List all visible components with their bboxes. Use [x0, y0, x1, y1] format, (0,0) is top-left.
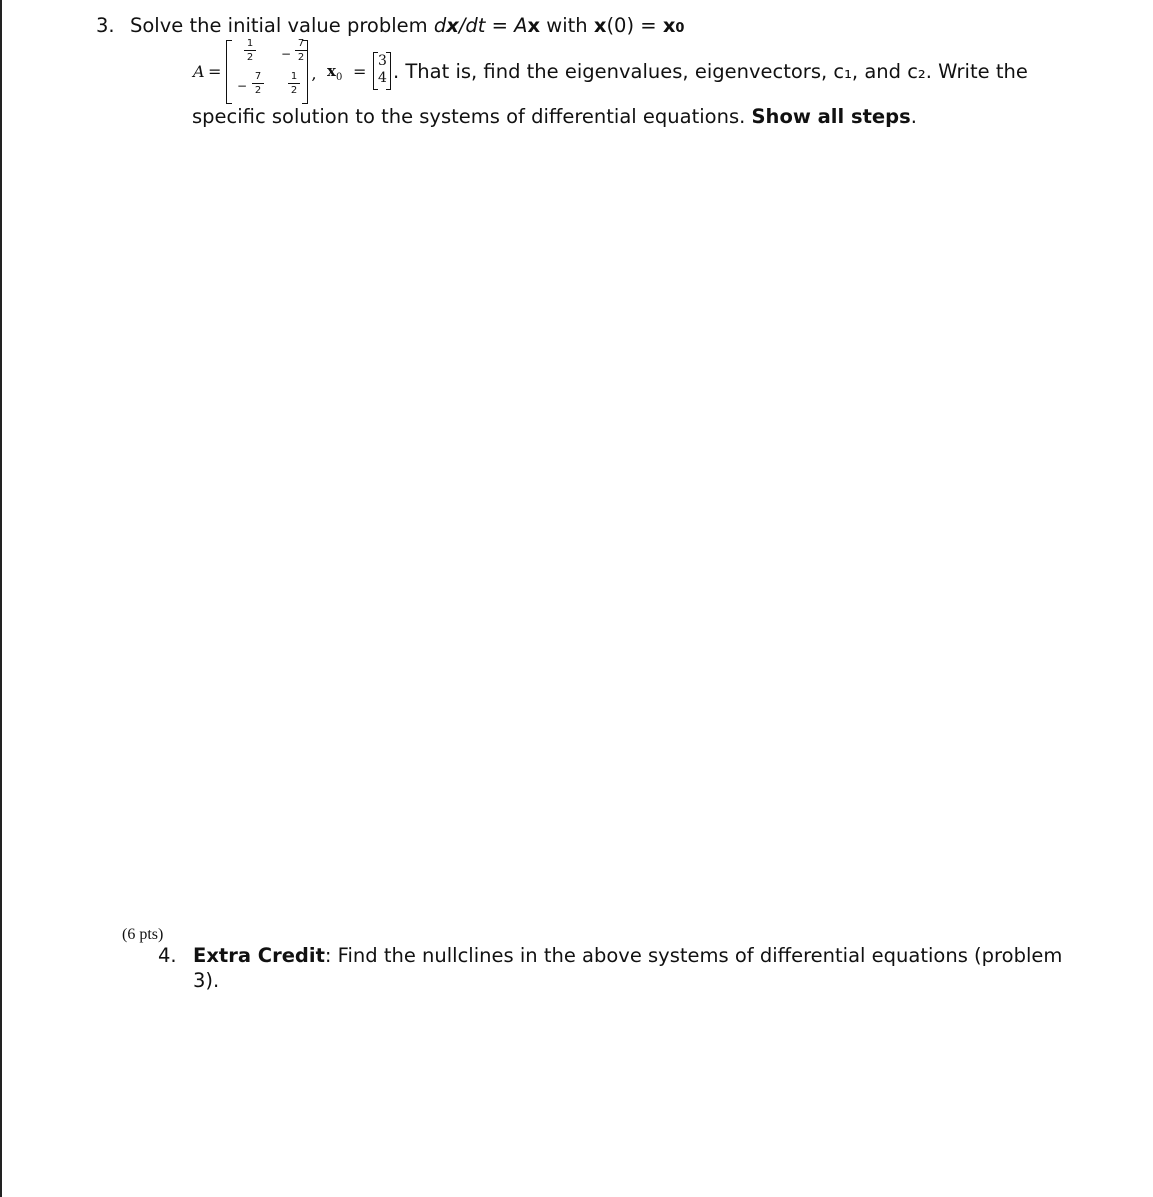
problem-4-text-continued: 3). [193, 969, 220, 992]
rhs-A: A [514, 14, 528, 37]
matrix-entry-a21-sign: − [237, 79, 248, 93]
problem-3-number: 3. [96, 14, 115, 37]
problem-3-period: . [910, 105, 917, 128]
matrix-left-bracket [226, 40, 232, 104]
with-text: with [540, 14, 594, 37]
problem-3-task-text: . That is, find the eigenvalues, eigenvectors, c₁, and c₂. Write the [393, 60, 1028, 83]
matrix-entry-a12: 7 2 [290, 38, 312, 63]
problem-4-number: 4. [158, 944, 177, 967]
x0-vector-entry-1: 3 [378, 53, 387, 69]
x0-vector-right-bracket [386, 52, 391, 90]
problem-3-intro: Solve the initial value problem [130, 14, 434, 37]
equals-sign-2: = [634, 14, 663, 37]
extra-credit-label: Extra Credit [193, 944, 325, 967]
x0-vector-entry-2: 4 [378, 70, 387, 86]
problem-3-instructions-text: specific solution to the systems of differential equations. [192, 105, 752, 128]
problem-4-text: : Find the nullclines in the above systems of differential equations (problem [324, 944, 1063, 967]
page-left-border [0, 0, 2, 1197]
init-arg: (0) [606, 14, 635, 37]
ode-dx: dx/dt [433, 14, 486, 37]
problem-3-instructions [192, 104, 917, 130]
points-label: (6 pts) [122, 926, 164, 943]
matrix-right-bracket [302, 40, 308, 104]
rhs-x: x [527, 14, 541, 37]
init-x0: x0 [662, 14, 685, 37]
problem-4-statement [158, 943, 1062, 969]
show-all-steps: Show all steps [751, 105, 911, 128]
matrix-definition [193, 38, 1093, 104]
matrix-entry-a11: 1 2 [239, 38, 261, 63]
matrix-entry-a21: 7 2 [247, 71, 269, 96]
x0-equals: = [353, 62, 367, 81]
matrix-label: A [193, 62, 205, 81]
init-x: x [593, 14, 607, 37]
equals-sign: = [485, 14, 515, 37]
matrix-comma: , [312, 64, 318, 83]
matrix-entry-a12-sign: − [281, 47, 292, 61]
matrix-entry-a22: 1 2 [283, 71, 305, 96]
x0-label: $x_0$ [327, 62, 343, 83]
matrix-equals: = [208, 62, 222, 81]
